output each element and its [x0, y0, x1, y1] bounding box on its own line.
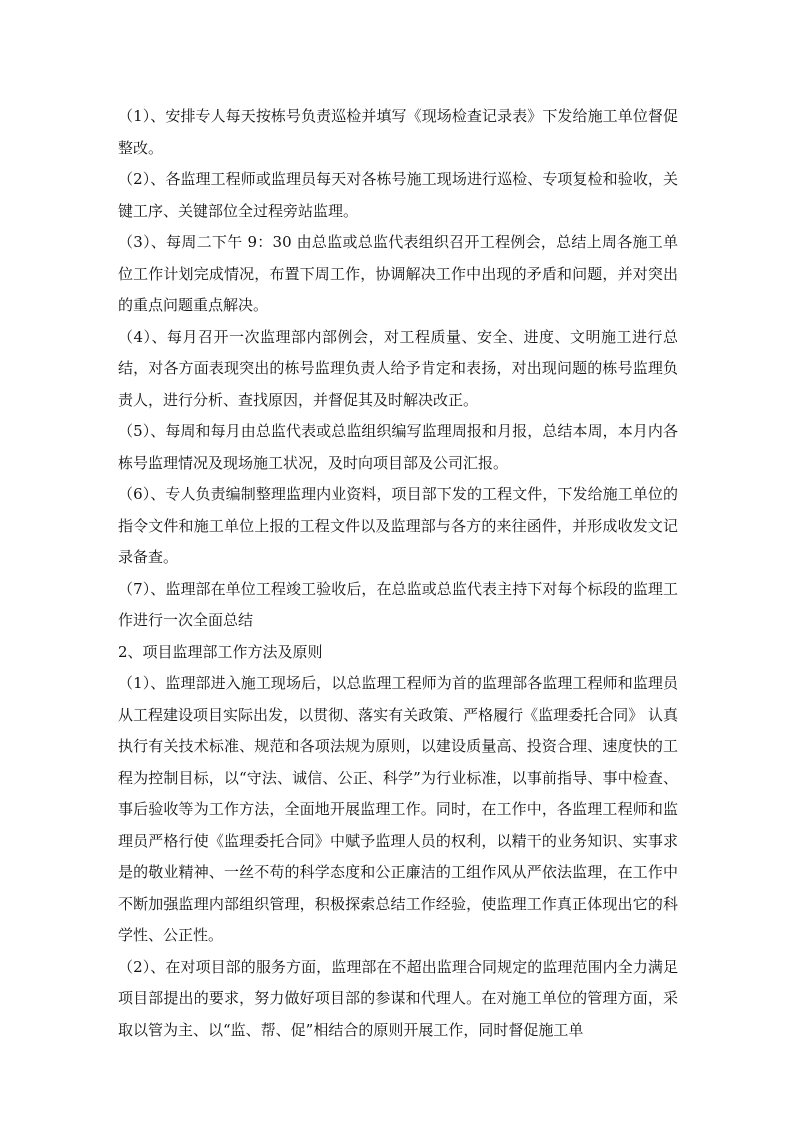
document-body	[118, 101, 678, 1046]
paragraph-item-3: （3）、每周二下午 9：30 由总监或总监代表组织召开工程例会，总结上周各施工单位工作计划完成情况，布置下周工作，协调解决工作中出现的矛盾和问题，并对突出的重点问题重点解决。	[118, 233, 678, 314]
paragraph-item-6: （6）、专人负责编制整理监理内业资料，项目部下发的工程文件，下发给施工单位的指令文件和施工单位上报的工程文件以及监理部与各方的来往函件，并形成收发文记录备查。	[118, 485, 678, 566]
paragraph-item-8: （1）、监理部进入施工现场后，以总监理工程师为首的监理部各监理工程师和监理员从工程建设项目实际出发，以贯彻、落实有关政策、严格履行《监理委托合同》 认真执行有关技术标准、规范和各项法规为原则，以建设质量高、投资合理、速度快的工程为控制目标，以“守法、诚信、公正、科学”为行业标准，以事前指导、事中检查、事后验收等为工作方法，全面地开展监理工作。同时，在工作中，各监理工程师和监理员严格行使《监理委托合同》中赋予监理人员的权利，以精干的业务知识、实事求是的敬业精神、一丝不苟的科学态度和公正廉洁的工组作风从严依法监理，在工作中不断加强监理内部组织管理，积极探索总结工作经验，使监理工作真正体现出它的科学性、公正性。	[118, 674, 678, 944]
paragraph-item-2: （2）、各监理工程师或监理员每天对各栋号施工现场进行巡检、专项复检和验收，关键工序、关键部位全过程旁站监理。	[118, 170, 678, 220]
paragraph-item-7: （7）、监理部在单位工程竣工验收后，在总监或总监代表主持下对每个标段的监理工作进行一次全面总结	[118, 579, 678, 629]
paragraph-item-4: （4）、每月召开一次监理部内部例会，对工程质量、安全、进度、文明施工进行总结，对各方面表现突出的栋号监理负责人给予肯定和表扬，对出现问题的栋号监理负责人，进行分析、查找原因，并督促其及时解决改正。	[118, 327, 678, 409]
paragraph-item-1: （1）、安排专人每天按栋号负责巡检并填写《现场检查记录表》下发给施工单位督促整改。	[118, 107, 678, 157]
paragraph-item-9: （2）、在对项目部的服务方面，监理部在不超出监理合同规定的监理范围内全力满足项目部提出的要求，努力做好项目部的参谋和代理人。在对施工单位的管理方面，采取以管为主、以“监、帮、促”相结合的原则开展工作，同时督促施工单	[118, 957, 678, 1039]
section-heading: 2、项目监理部工作方法及原则	[118, 642, 323, 661]
paragraph-item-5: （5）、每周和每月由总监代表或总监组织编写监理周报和月报，总结本周，本月内各栋号监理情况及现场施工状况，及时向项目部及公司汇报。	[118, 422, 678, 472]
